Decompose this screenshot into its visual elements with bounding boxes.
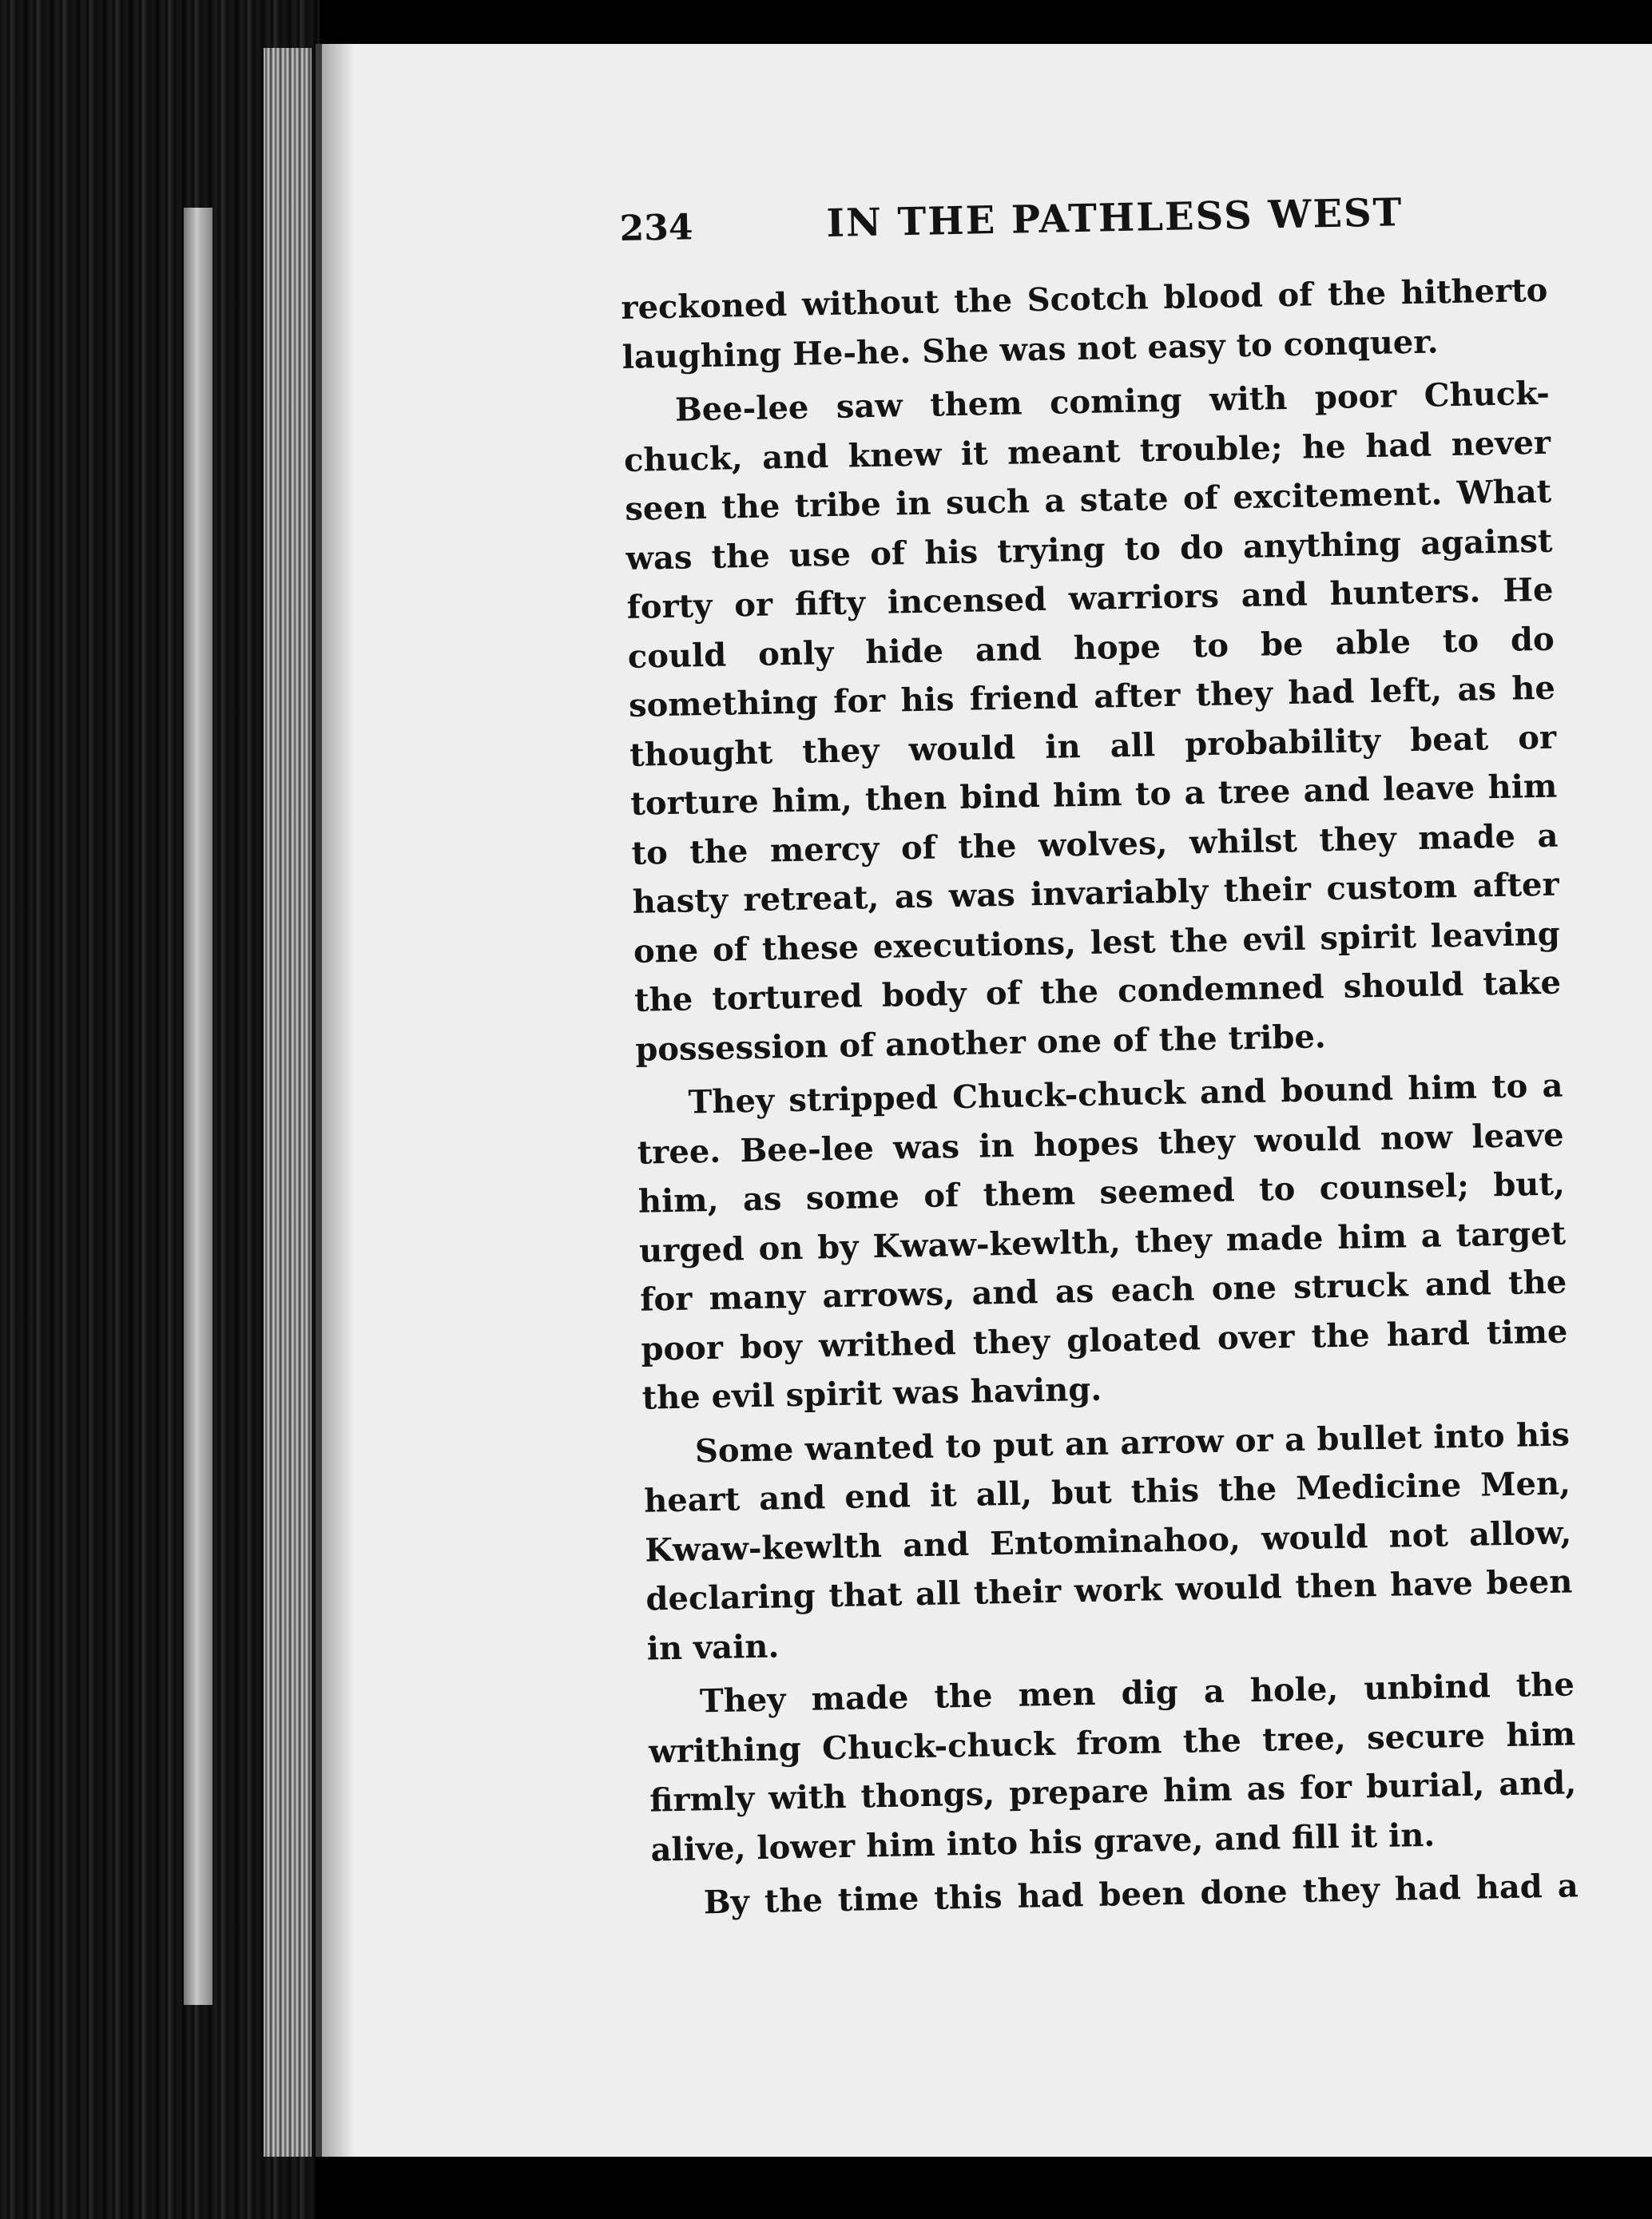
page-text-block	[619, 186, 1579, 1933]
paragraph: reckoned without the Scotch blood of the hitherto laughing He-he. She was not easy to conquer.	[621, 271, 1548, 376]
paragraph: They stripped Chuck-chuck and bound him to a tree. Bee-lee was in hopes they would now leave him, as some of them seemed to counsel; but, urged on by Kwaw-kewlth, they made him a target for many arrows, and as each one struck and the poor boy writhed they gloated over the hard time the evil spirit was having.	[637, 1066, 1568, 1417]
paragraph: Bee-lee saw them coming with poor Chuck-chuck, and knew it meant trouble; he had never seen the tribe in such a state of excitement. What was the use of his trying to do anything against forty or fifty incensed warriors and hunters. He could only hide and hope to be able to do something for his friend after they had left, as he thought they would in all probability beat or torture him, then bind him to a tree and leave him to the mercy of the wolves, whilst they made a hasty retreat, as was invariably their custom after one of these executions, lest the evil spirit leaving the tortured body of the condemned should take possession of another one of the tribe.	[623, 374, 1562, 1069]
paragraph: By the time this had been done they had had a	[703, 1867, 1579, 1922]
page-number: 234	[619, 207, 693, 249]
scan-bottom-border	[316, 2157, 1652, 2219]
page-stack-edges	[264, 48, 312, 2157]
paragraph: Some wanted to put an arrow or a bullet into his heart and end it all, but this the Medicine Men, Kwaw-kewlth and Entominahoo, would not allow, declaring that all their work would then have been in vain.	[643, 1415, 1573, 1668]
gutter-shadow	[322, 44, 354, 2185]
paragraph: They made the men dig a hole, unbind the writhing Chuck-chuck from the tree, secure him firmly with thongs, prepare him as for burial, and, alive, lower him into his grave, and fill it in.	[648, 1665, 1577, 1869]
page-edge-highlight	[184, 208, 212, 2005]
running-title: IN THE PATHLESS WEST	[826, 190, 1404, 247]
